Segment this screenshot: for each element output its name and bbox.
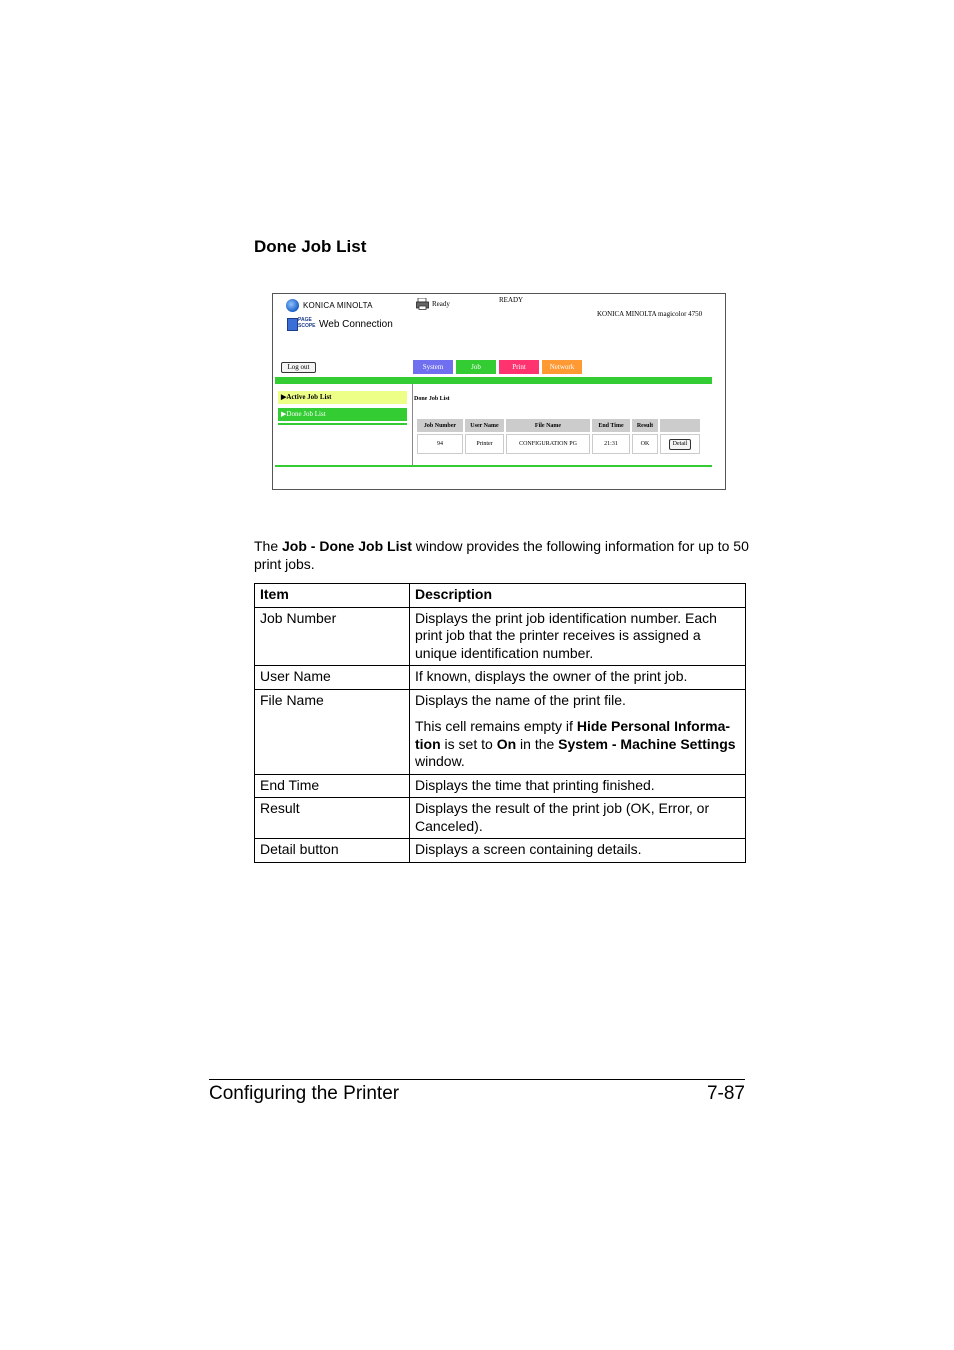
footer-chapter-title: Configuring the Printer bbox=[209, 1083, 400, 1104]
intro-paragraph: The Job - Done Job List window provides the following information for up to 50 print jobs. bbox=[254, 538, 749, 572]
tab-job[interactable]: Job bbox=[456, 360, 496, 374]
item-description-table bbox=[254, 583, 746, 863]
table-row bbox=[417, 434, 700, 454]
column-header-blank bbox=[660, 419, 700, 432]
footer-divider-bar bbox=[275, 465, 712, 467]
description-cell: Displays the print job identification number. Each print job that the printer receives is assigned a unique identification number. bbox=[410, 607, 746, 666]
pagescope-icon bbox=[287, 318, 298, 331]
table-row bbox=[255, 666, 746, 690]
pagescope-logo-text: PAGE SCOPE bbox=[298, 317, 316, 329]
done-job-table bbox=[415, 417, 702, 456]
end-time-cell: 21:31 bbox=[592, 434, 630, 454]
column-header: End Time bbox=[592, 419, 630, 432]
tab-print[interactable]: Print bbox=[499, 360, 539, 374]
content-title: Done Job List bbox=[414, 396, 450, 402]
table-row bbox=[255, 689, 746, 774]
detail-cell bbox=[660, 434, 700, 454]
item-cell: End Time bbox=[255, 774, 410, 798]
column-header-item: Item bbox=[255, 584, 410, 608]
konica-minolta-logo-icon bbox=[286, 299, 299, 312]
header-divider-bar bbox=[275, 377, 712, 384]
sidebar-underline bbox=[278, 423, 407, 425]
job-number-cell: 94 bbox=[417, 434, 463, 454]
result-cell: OK bbox=[632, 434, 658, 454]
web-connection-screenshot bbox=[272, 293, 726, 490]
column-header: Result bbox=[632, 419, 658, 432]
brand-name: KONICA MINOLTA bbox=[303, 301, 373, 310]
item-cell: Detail button bbox=[255, 839, 410, 863]
printer-icon bbox=[416, 298, 429, 310]
user-name-cell: Printer bbox=[465, 434, 504, 454]
web-connection-title: Web Connection bbox=[319, 319, 393, 330]
ready-label: Ready bbox=[432, 300, 450, 308]
detail-button[interactable]: Detail bbox=[669, 439, 692, 450]
description-cell: Displays a screen containing details. bbox=[410, 839, 746, 863]
footer-rule bbox=[209, 1079, 745, 1080]
section-heading: Done Job List bbox=[254, 237, 367, 256]
table-row bbox=[255, 798, 746, 839]
arrow-right-icon: ▶ bbox=[281, 393, 287, 401]
description-cell: Displays the name of the print file. This cell remains empty if Hide Personal Informa-tion is set to On in the System - Machine Settings window. bbox=[410, 689, 746, 774]
file-name-note: This cell remains empty if Hide Personal Informa-tion is set to On in the System - Machine Settings window. bbox=[415, 718, 736, 769]
sidebar-item-active-job-list[interactable]: ▶Active Job List bbox=[278, 391, 407, 404]
tab-network[interactable]: Network bbox=[542, 360, 582, 374]
tab-system[interactable]: System bbox=[413, 360, 453, 374]
model-name: KONICA MINOLTA magicolor 4750 bbox=[597, 310, 703, 318]
table-row bbox=[255, 839, 746, 863]
column-header: File Name bbox=[506, 419, 590, 432]
arrow-right-icon: ▶ bbox=[281, 410, 287, 418]
item-cell: Job Number bbox=[255, 607, 410, 666]
page-number: 7-87 bbox=[706, 1083, 745, 1104]
item-cell: User Name bbox=[255, 666, 410, 690]
logout-button[interactable]: Log out bbox=[281, 362, 316, 373]
description-cell: Displays the result of the print job (OK, Error, or Canceled). bbox=[410, 798, 746, 839]
sidebar-item-done-job-list[interactable]: ▶Done Job List bbox=[278, 408, 407, 421]
file-name-cell: CONFIGURATION PG bbox=[506, 434, 590, 454]
description-cell: Displays the time that printing finished. bbox=[410, 774, 746, 798]
column-header: Job Number bbox=[417, 419, 463, 432]
table-row bbox=[255, 607, 746, 666]
sidebar-divider bbox=[412, 384, 413, 466]
table-row bbox=[255, 774, 746, 798]
column-header: User Name bbox=[465, 419, 504, 432]
printer-status: READY bbox=[499, 296, 524, 304]
item-cell: Result bbox=[255, 798, 410, 839]
column-header-description: Description bbox=[410, 584, 746, 608]
item-cell: File Name bbox=[255, 689, 410, 774]
description-cell: If known, displays the owner of the print job. bbox=[410, 666, 746, 690]
